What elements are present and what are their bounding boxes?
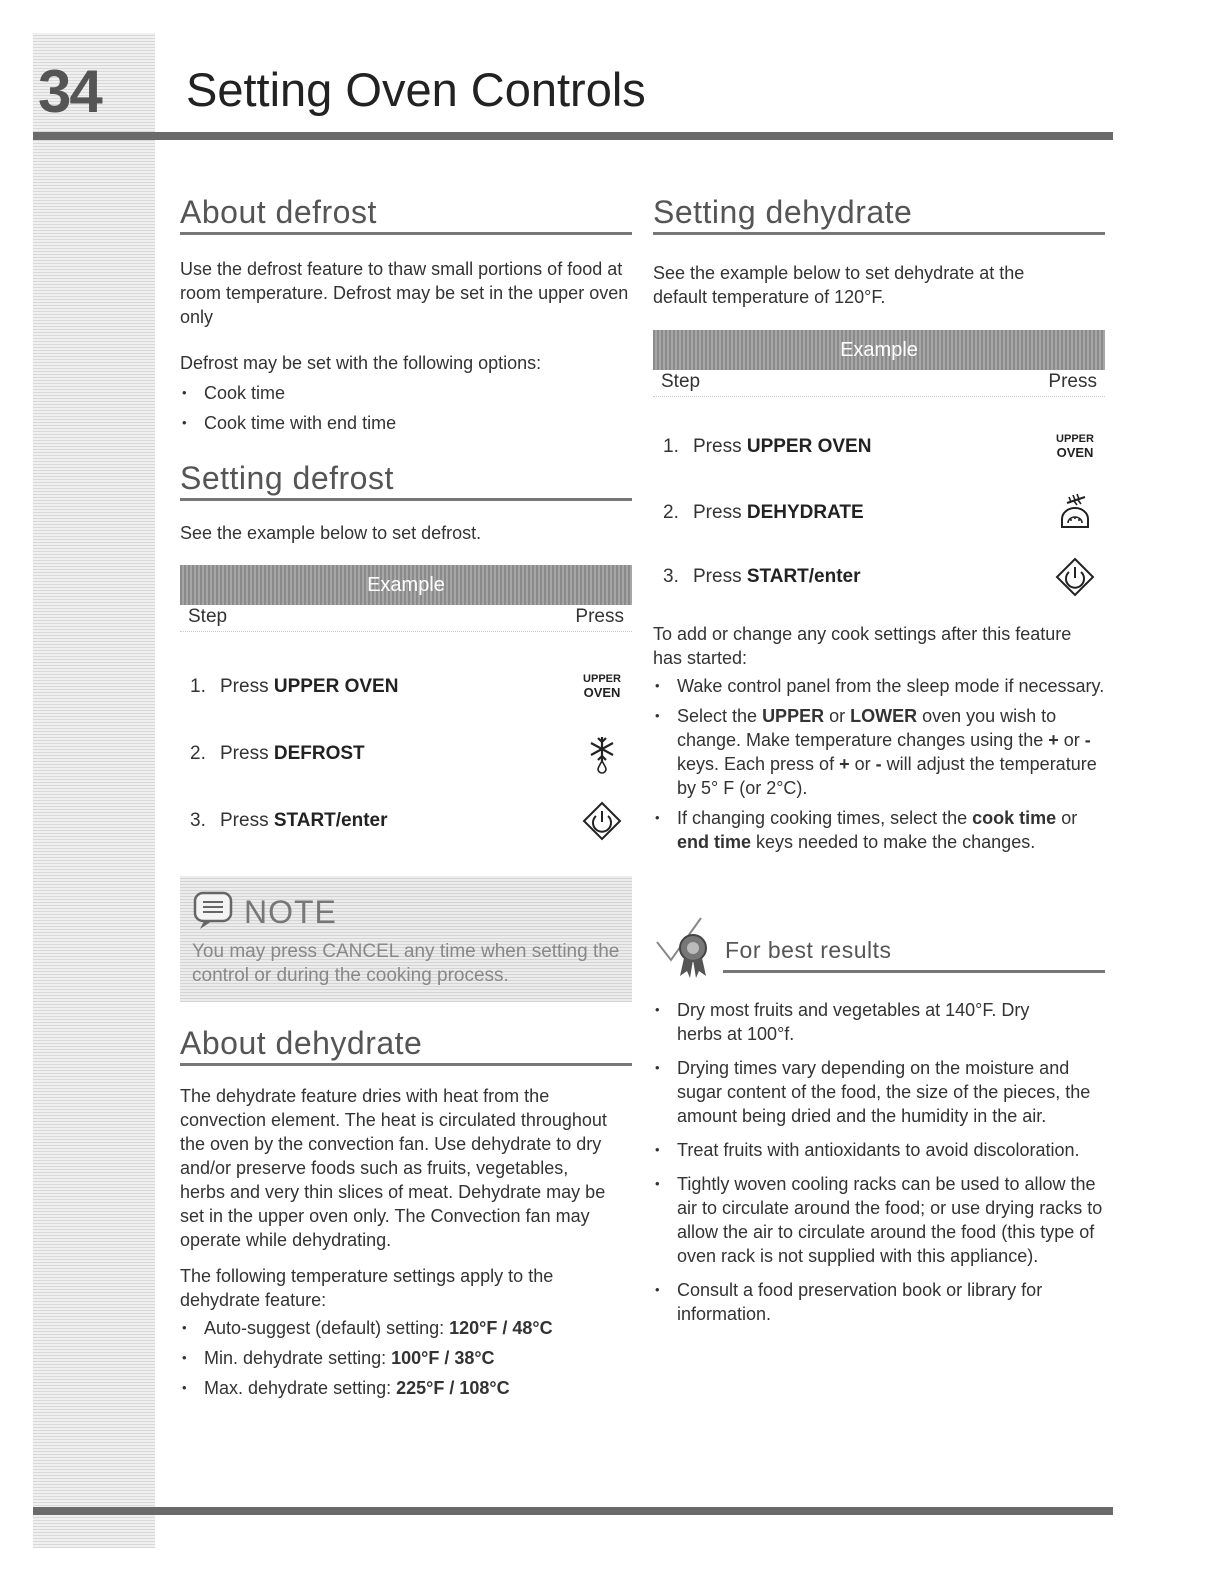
list-item: • Consult a food preservation book or library for information. [653,1278,1105,1326]
about-dehydrate-paragraph: The dehydrate feature dries with heat from the convection element. The heat is circulated throughout the oven by the convection fan. Use dehydrate to dry and/or preserve foods such as fruits, vegetables, herbs and very thin slices of meat. Dehydrate may be set in the upper oven only. The Convection fan may operate while dehydrating. [180,1086,607,1250]
step-key: START/enter [746,566,861,587]
upper-oven-key-icon: UPPER OVEN [1056,433,1094,460]
about-dehydrate-heading: About dehydrate [180,1025,423,1061]
step-prefix: Press [693,566,747,587]
setting-dehydrate-intro: See the example below to set dehydrate at the default temperature of 120°F. [653,263,1025,307]
left-margin-stripe [33,33,155,1548]
list-item: • Treat fruits with antioxidants to avoid discoloration. [653,1138,1105,1162]
step-number: 2. [663,502,679,523]
list-item: • Wake control panel from the sleep mode if necessary. [653,674,1105,698]
note-box [180,876,632,1002]
dehydrate-step-1 [653,427,1105,467]
section-rule [180,232,632,235]
defrost-options-list [180,381,632,435]
press-label: Press [1048,371,1097,392]
list-item: • Max. dehydrate setting: 225°F / 108°C [180,1376,632,1400]
list-item: • Min. dehydrate setting: 100°F / 38°C [180,1346,632,1370]
step-number: 1. [190,676,206,697]
change-settings-intro: To add or change any cook settings after this feature has started: [653,624,1072,668]
dehydrate-step-2 [653,493,1105,533]
list-item: • Auto-suggest (default) setting: 120°F / 48°C [180,1316,632,1340]
defrost-example-table [180,565,632,872]
defrost-snowflake-icon [572,734,632,774]
setting-dehydrate-section [653,196,1105,309]
start-enter-diamond-icon [572,801,632,841]
step-label: Step [188,606,228,627]
about-defrost-heading: About defrost [180,194,377,230]
step-key: UPPER OVEN [273,676,399,697]
about-defrost-paragraph: Use the defrost feature to thaw small portions of food at room temperature. Defrost may be set in the upper oven only [180,259,629,327]
setting-defrost-heading: Setting defrost [180,460,394,496]
page-number: 34 [38,58,101,125]
list-item: • If changing cooking times, select the cook time or end time keys needed to make the changes. [653,806,1105,854]
best-results-list [653,998,1105,1326]
dehydrate-temps-list [180,1316,632,1400]
header-rule [33,132,1113,140]
defrost-options-intro: Defrost may be set with the following options: [180,353,542,373]
step-prefix: Press [220,810,274,831]
best-results-section [653,912,1105,1326]
dehydrate-temps-intro: The following temperature settings apply to the dehydrate feature: [180,1266,554,1310]
step-number: 2. [190,743,206,764]
section-rule [653,232,1105,235]
section-rule [723,970,1105,973]
note-heading: NOTE [244,894,337,930]
list-item: • Cook time with end time [180,411,632,435]
dehydrate-step-3 [653,557,1105,597]
page-title: Setting Oven Controls [186,63,646,116]
defrost-step-1 [180,667,632,707]
step-key: START/enter [273,810,388,831]
step-header [653,370,1105,397]
note-text: You may press CANCEL any time when setting the control or during the cooking process. [192,941,620,986]
step-key: UPPER OVEN [746,436,872,457]
step-number: 1. [663,436,679,457]
step-header [180,605,632,632]
upper-oven-key-icon: UPPER OVEN [583,673,621,700]
change-settings-section [653,622,1105,854]
step-key: DEFROST [273,743,365,764]
list-item: • Drying times vary depending on the moisture and sugar content of the food, the size of the pieces, the amount being dried and the humidity in the air. [653,1056,1105,1128]
setting-dehydrate-heading: Setting dehydrate [653,194,913,230]
step-label: Step [661,371,701,392]
footer-rule [33,1507,1113,1515]
example-bar: Example [653,330,1105,370]
defrost-step-3 [180,801,632,841]
step-prefix: Press [693,502,747,523]
dehydrate-icon [1045,493,1105,533]
step-prefix: Press [220,676,274,697]
step-prefix: Press [693,436,747,457]
list-item: • Tightly woven cooling racks can be used to allow the air to circulate around the food; or use drying racks to allow the air to circulate around the food (this type of oven rack is not supplied with this appliance). [653,1172,1105,1268]
step-number: 3. [190,810,206,831]
step-number: 3. [663,566,679,587]
list-item: • Dry most fruits and vegetables at 140°F. Dry herbs at 100°f. [653,998,1077,1046]
list-item: • Select the UPPER or LOWER oven you wish to change. Make temperature changes using the + or - keys. Each press of + or - will adjust the temperature by 5° F (or 2°C). [653,704,1105,800]
press-label: Press [575,606,624,627]
list-item: • Cook time [180,381,632,405]
best-results-heading: For best results [725,937,892,963]
setting-defrost-section [180,462,632,545]
step-prefix: Press [220,743,274,764]
change-settings-list [653,674,1105,854]
setting-defrost-intro: See the example below to set defrost. [180,523,482,543]
section-rule [180,498,632,501]
award-ribbon-icon [653,912,723,987]
dehydrate-example-table [653,330,1105,637]
defrost-step-2 [180,734,632,774]
example-bar: Example [180,565,632,605]
about-dehydrate-section [180,1027,632,1400]
section-rule [180,1063,632,1066]
step-key: DEHYDRATE [746,502,864,523]
start-enter-diamond-icon [1045,557,1105,597]
about-defrost-section [180,196,632,435]
note-icon [192,890,236,935]
